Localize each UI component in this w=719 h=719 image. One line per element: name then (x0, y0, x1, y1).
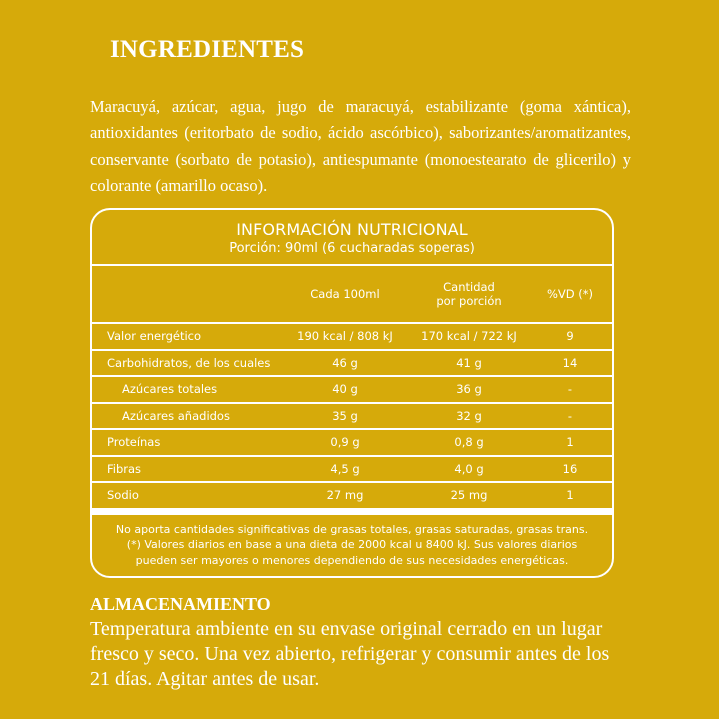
daily-value: - (567, 382, 573, 397)
column-header-per-portion-line2: por porción (436, 294, 502, 308)
daily-value: 1 (566, 488, 574, 503)
nutrient-name: Fibras (107, 461, 142, 476)
per-portion-value: 170 kcal / 722 kJ (421, 329, 517, 344)
ingredients-text: Maracuyá, azúcar, agua, jugo de maracuyá, estabilizante (goma xántica), antioxidantes (eritorbato de sodio, ácido ascórbico), saborizantes/aromatizantes, conservante (sorbato de potasio), antiespumante (monoestearato de glicerilo) y colorante (amarillo ocaso). (90, 97, 631, 195)
per-100ml-value: 40 g (332, 382, 358, 397)
per-portion-value: 36 g (456, 382, 482, 397)
nutrient-name: Carbohidratos, de los cuales (107, 355, 271, 370)
nutrition-facts-table (90, 208, 614, 578)
daily-value: 1 (566, 435, 574, 450)
column-header-per-portion (410, 280, 528, 308)
table-row (92, 428, 612, 455)
table-row (92, 349, 612, 376)
per-portion-value: 41 g (456, 355, 482, 370)
nutrition-title: INFORMACIÓN NUTRICIONAL (236, 220, 468, 239)
column-headers (92, 266, 612, 322)
per-100ml-value: 46 g (332, 355, 358, 370)
nutrient-name: Azúcares totales (122, 382, 218, 397)
daily-value: - (567, 408, 573, 423)
table-row (92, 322, 612, 349)
per-100ml-value: 35 g (332, 408, 358, 423)
per-portion-value: 32 g (456, 408, 482, 423)
per-portion-value: 25 mg (450, 488, 488, 503)
daily-value: 9 (566, 329, 574, 344)
per-100ml-value: 190 kcal / 808 kJ (297, 329, 393, 344)
portion-size: Porción: 90ml (6 cucharadas soperas) (229, 241, 475, 256)
nutrition-header (92, 210, 612, 264)
nutrition-footnote (92, 515, 612, 569)
daily-value: 16 (562, 461, 578, 476)
per-portion-value: 4,0 g (454, 461, 484, 476)
footnote-line: No aporta cantidades significativas de grasas totales, grasas saturadas, grasas trans. (115, 522, 589, 536)
per-100ml-value: 27 mg (326, 488, 364, 503)
nutrient-name: Sodio (107, 488, 139, 503)
column-header-per-100ml: Cada 100ml (310, 287, 380, 301)
per-portion-value: 0,8 g (454, 435, 484, 450)
storage-text: Temperatura ambiente en su envase original cerrado en un lugar fresco y seco. Una vez abierto, refrigerar y consumir antes de los 21 días. Agitar antes de usar. (90, 618, 610, 690)
table-row (92, 455, 612, 482)
table-row (92, 402, 612, 429)
storage-title: ALMACENAMIENTO (90, 594, 271, 614)
nutrient-name: Valor energético (107, 329, 202, 344)
ingredients-title: INGREDIENTES (110, 36, 305, 63)
nutrient-name: Proteínas (107, 435, 161, 450)
column-header-per-portion-line1: Cantidad (443, 280, 495, 294)
thick-divider (92, 508, 612, 515)
nutrient-name: Azúcares añadidos (122, 408, 230, 423)
per-100ml-value: 4,5 g (330, 461, 360, 476)
footnote-line: pueden ser mayores o menores dependiendo de sus necesidades energéticas. (135, 553, 569, 567)
footnote-line: (*) Valores diarios en base a una dieta de 2000 kcal u 8400 kJ. Sus valores diarios (126, 538, 578, 551)
column-header-daily-value: %VD (*) (546, 287, 594, 301)
table-row (92, 481, 612, 508)
per-100ml-value: 0,9 g (330, 435, 360, 450)
table-row (92, 375, 612, 402)
daily-value: 14 (562, 355, 578, 370)
